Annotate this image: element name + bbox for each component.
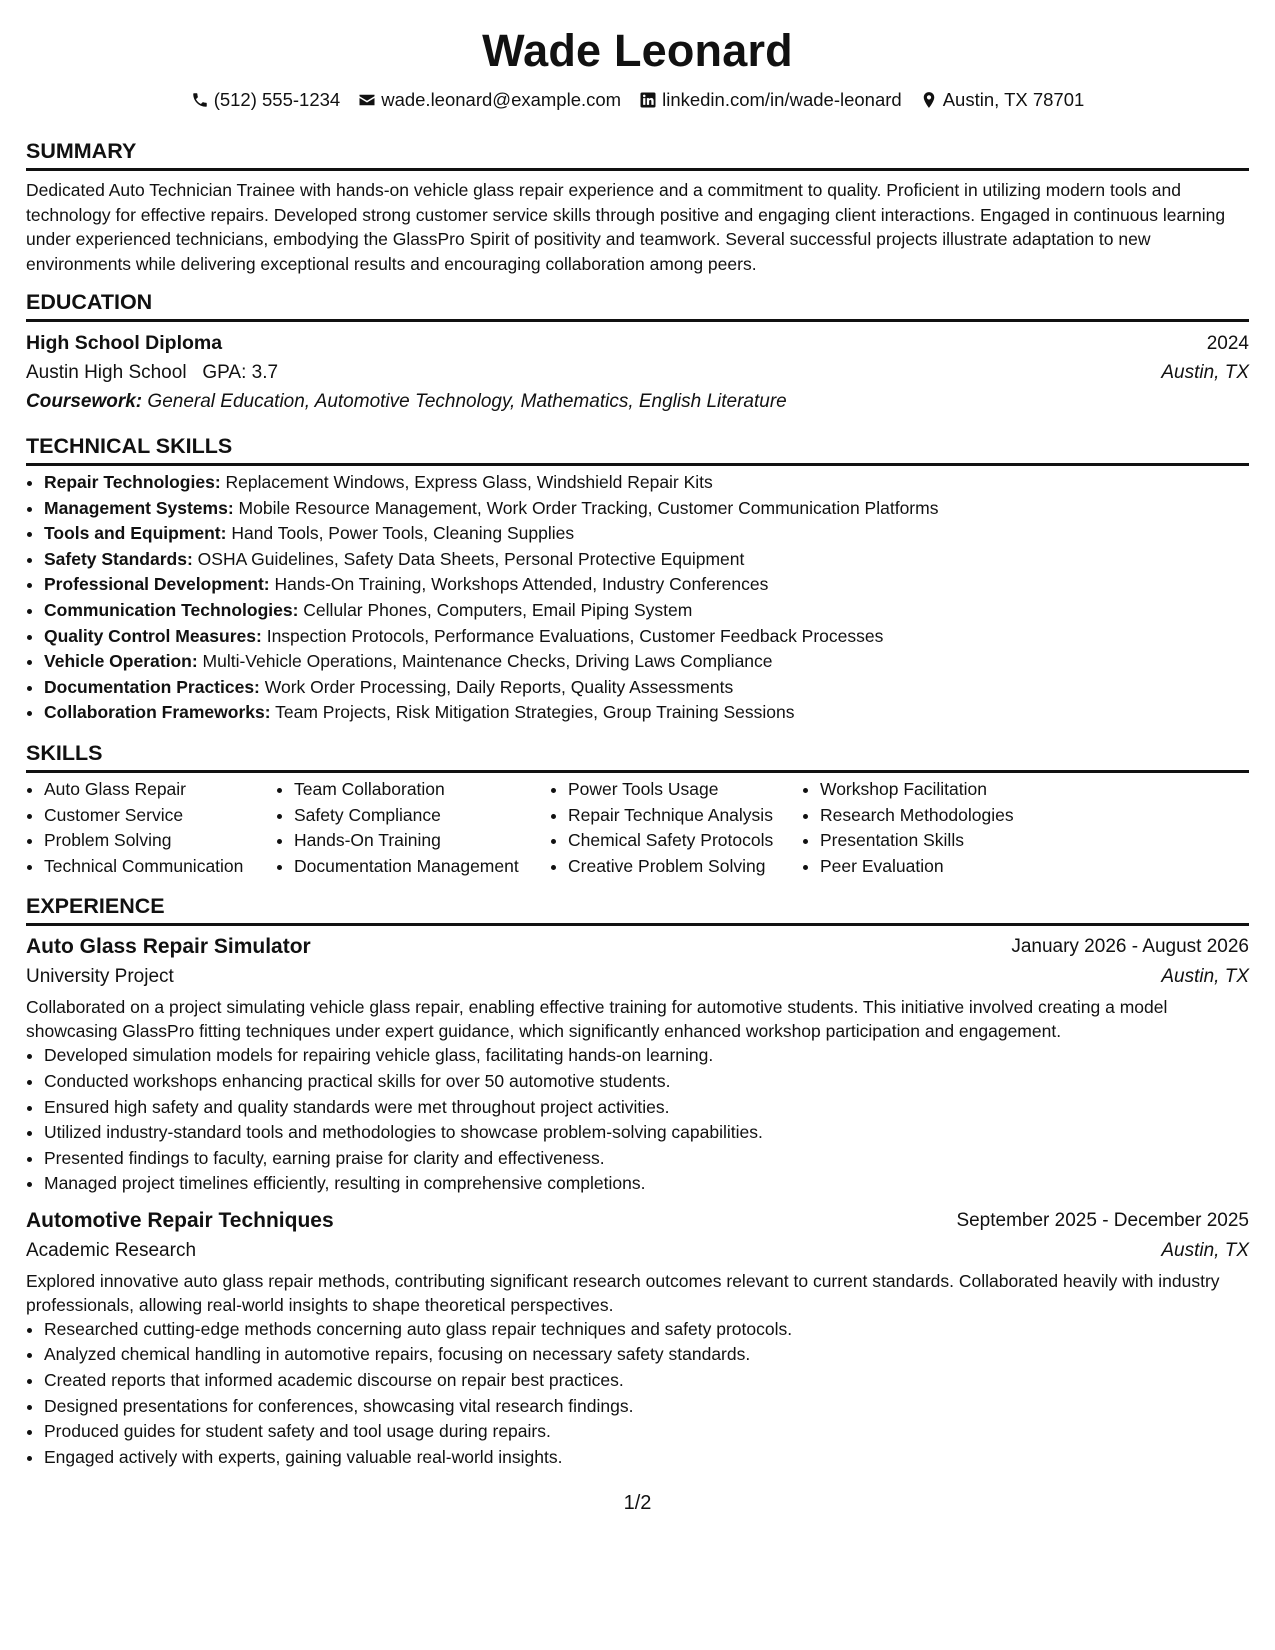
job-header-row	[26, 1206, 1249, 1236]
section-title-education: EDUCATION	[26, 290, 153, 314]
education-school-row	[26, 358, 1249, 387]
section-divider	[26, 319, 1249, 322]
list-item: • Professional Development: Hands-On Training, Workshops Attended, Industry Conferences	[44, 572, 1249, 598]
school-location: Austin, TX	[1161, 362, 1249, 383]
list-item: • Presented findings to faculty, earning praise for clarity and effectiveness.	[44, 1146, 1249, 1172]
list-item: • Repair Technique Analysis	[568, 803, 802, 829]
skills-section	[26, 739, 1249, 879]
location-text: Austin, TX 78701	[942, 89, 1085, 110]
list-item: • Problem Solving	[44, 828, 276, 854]
email-text: wade.leonard@example.com	[381, 89, 622, 110]
coursework-list: General Education, Automotive Technology, Mathematics, English Literature	[147, 391, 787, 412]
job-title: Automotive Repair Techniques	[26, 1208, 334, 1232]
list-item: • Conducted workshops enhancing practical skills for over 50 automotive students.	[44, 1069, 1249, 1095]
job-entry	[26, 932, 1249, 1197]
list-item: • Quality Control Measures: Inspection Protocols, Performance Evaluations, Customer Feedback Processes	[44, 624, 1249, 650]
list-item: • Utilized industry-standard tools and methodologies to showcase problem-solving capabilities.	[44, 1120, 1249, 1146]
job-entry	[26, 1206, 1249, 1471]
coursework-label: Coursework:	[26, 391, 143, 412]
contact-email[interactable]	[358, 88, 621, 112]
job-location: Austin, TX	[1161, 966, 1249, 988]
school-info	[26, 358, 278, 387]
list-item: • Auto Glass Repair	[44, 777, 276, 803]
list-item: • Power Tools Usage	[568, 777, 802, 803]
section-title-skills: SKILLS	[26, 740, 103, 765]
contact-linkedin[interactable]	[639, 88, 902, 112]
job-location: Austin, TX	[1161, 1239, 1249, 1261]
list-item: • Creative Problem Solving	[568, 854, 802, 880]
envelope-icon	[358, 91, 376, 109]
contact-phone[interactable]	[191, 88, 341, 112]
linkedin-icon	[639, 91, 657, 109]
job-title: Auto Glass Repair Simulator	[26, 935, 311, 959]
job-dates: September 2025 - December 2025	[956, 1209, 1249, 1231]
school-name: Austin High School	[26, 362, 187, 383]
list-item: • Hands-On Training	[294, 828, 550, 854]
job-org-row	[26, 1236, 1249, 1266]
list-item: • Chemical Safety Protocols	[568, 828, 802, 854]
section-title-summary: SUMMARY	[26, 139, 137, 163]
skills-grid	[26, 777, 1249, 879]
list-item: • Managed project timelines efficiently, resulting in comprehensive completions.	[44, 1171, 1249, 1197]
list-item: • Safety Standards: OSHA Guidelines, Safety Data Sheets, Personal Protective Equipment	[44, 547, 1249, 573]
list-item: • Tools and Equipment: Hand Tools, Power Tools, Cleaning Supplies	[44, 521, 1249, 547]
list-item: • Research Methodologies	[820, 803, 1080, 829]
technical-skills-section	[26, 432, 1249, 726]
experience-section	[26, 892, 1249, 1470]
list-item: • Team Collaboration	[294, 777, 550, 803]
skills-column	[550, 777, 802, 879]
contact-bar	[26, 88, 1249, 112]
job-org: University Project	[26, 966, 174, 988]
gpa: GPA: 3.7	[202, 362, 279, 383]
list-item: • Engaged actively with experts, gaining valuable real-world insights.	[44, 1445, 1249, 1471]
list-item: • Created reports that informed academic discourse on repair best practices.	[44, 1368, 1249, 1394]
job-dates: January 2026 - August 2026	[1011, 936, 1249, 958]
skills-column	[802, 777, 1080, 879]
list-item: • Technical Communication	[44, 854, 276, 880]
degree-title: High School Diploma	[26, 332, 223, 354]
job-org-row	[26, 962, 1249, 992]
section-divider	[26, 770, 1249, 773]
list-item: • Safety Compliance	[294, 803, 550, 829]
list-item: • Documentation Practices: Work Order Processing, Daily Reports, Quality Assessments	[44, 675, 1249, 701]
job-description: Explored innovative auto glass repair methods, contributing significant research outcomes relevant to current standards. Collaborated heavily with industry professionals, allowing real-world insights to shape theoretical perspectives.	[26, 1270, 1220, 1315]
job-org: Academic Research	[26, 1239, 197, 1261]
section-divider	[26, 168, 1249, 171]
phone-icon	[191, 91, 209, 109]
graduation-year: 2024	[1206, 333, 1249, 354]
summary-text: Dedicated Auto Technician Trainee with hands-on vehicle glass repair experience and a commitment to quality. Proficient in utilizing modern tools and technology for effective repairs. Developed strong customer service skills through positive and engaging client interactions. Engaged in continuous learning under experienced technicians, embodying the GlassPro Spirit of positivity and teamwork. Several successful projects illustrate adaptation to new environments while delivering exceptional results and encouraging collaboration among peers.	[26, 180, 1226, 274]
list-item: • Peer Evaluation	[820, 854, 1080, 880]
list-item: • Produced guides for student safety and tool usage during repairs.	[44, 1419, 1249, 1445]
job-bullets	[26, 1043, 1249, 1197]
section-title-experience: EXPERIENCE	[26, 894, 165, 919]
coursework-row	[26, 387, 1249, 416]
list-item: • Developed simulation models for repairing vehicle glass, facilitating hands-on learning.	[44, 1043, 1249, 1069]
map-pin-icon	[920, 91, 938, 109]
phone-text: (512) 555-1234	[213, 89, 341, 110]
page-number: 1/2	[623, 1492, 652, 1514]
list-item: • Presentation Skills	[820, 828, 1080, 854]
list-item: • Management Systems: Mobile Resource Management, Work Order Tracking, Customer Communication Platforms	[44, 496, 1249, 522]
skills-column	[276, 777, 550, 879]
list-item: • Collaboration Frameworks: Team Projects, Risk Mitigation Strategies, Group Training Sessions	[44, 700, 1249, 726]
skills-column	[26, 777, 276, 879]
list-item: • Documentation Management	[294, 854, 550, 880]
education-header-row	[26, 329, 1249, 358]
list-item: • Researched cutting-edge methods concerning auto glass repair techniques and safety protocols.	[44, 1317, 1249, 1343]
list-item: • Analyzed chemical handling in automotive repairs, focusing on necessary safety standards.	[44, 1342, 1249, 1368]
list-item: • Workshop Facilitation	[820, 777, 1080, 803]
list-item: • Ensured high safety and quality standards were met throughout project activities.	[44, 1095, 1249, 1121]
summary-section	[26, 137, 1249, 276]
list-item: • Designed presentations for conferences, showcasing vital research findings.	[44, 1394, 1249, 1420]
list-item: • Customer Service	[44, 803, 276, 829]
section-title-technical-skills: TECHNICAL SKILLS	[26, 434, 233, 458]
list-item: • Repair Technologies: Replacement Windows, Express Glass, Windshield Repair Kits	[44, 470, 1249, 496]
contact-location	[920, 88, 1085, 112]
candidate-name: Wade Leonard	[482, 25, 793, 76]
list-item: • Communication Technologies: Cellular Phones, Computers, Email Piping System	[44, 598, 1249, 624]
section-divider	[26, 923, 1249, 926]
technical-skills-list	[26, 470, 1249, 726]
resume-page	[26, 0, 1249, 1470]
list-item: • Vehicle Operation: Multi-Vehicle Operations, Maintenance Checks, Driving Laws Compliance	[44, 649, 1249, 675]
education-section	[26, 288, 1249, 416]
job-bullets	[26, 1317, 1249, 1471]
job-header-row	[26, 932, 1249, 962]
job-description: Collaborated on a project simulating vehicle glass repair, enabling effective training for automotive students. This initiative involved creating a model showcasing GlassPro fitting techniques under expert guidance, which significantly enhanced workshop participation and engagement.	[26, 997, 1168, 1042]
linkedin-text: linkedin.com/in/wade-leonard	[662, 89, 902, 110]
section-divider	[26, 463, 1249, 466]
